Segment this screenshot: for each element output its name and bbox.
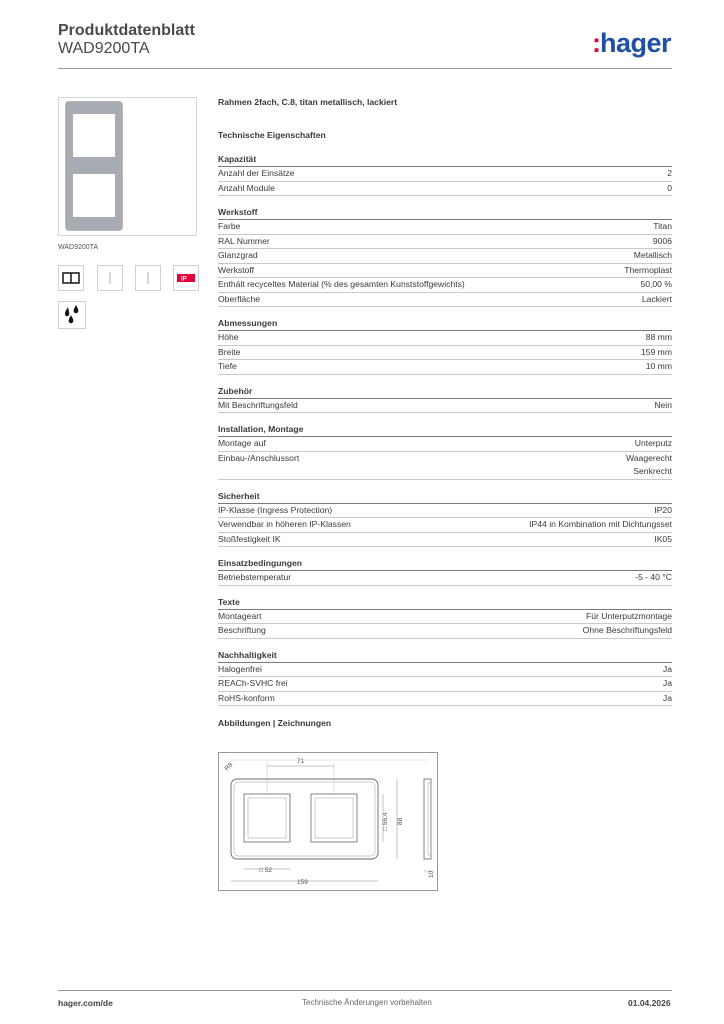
spec-row [218,249,672,264]
spec-label: Einbau-/Anschlussort [218,452,300,463]
spec-value-line: 159 mm [640,346,672,357]
spec-section [218,423,672,480]
spec-label: Glanzgrad [218,250,258,260]
spec-value-line: 0 [667,182,672,193]
header-divider [58,68,672,69]
spec-value [640,278,672,292]
spec-label: Enthält recyceltes Material (% des gesamten Kunststoffgewichts) [218,279,465,289]
footer-disclaimer: Technische Änderungen vorbehalten [302,998,432,1007]
product-image [58,97,197,236]
spec-label: Farbe [218,221,241,231]
spec-label: Stoßfestigkeit IK [218,533,281,544]
spec-value [667,167,672,181]
dim-88-label: 88 [397,817,404,825]
spec-value-line: 88 mm [645,332,672,342]
article-number: WAD9200TA [58,40,150,57]
spec-value-line: Ohne Beschriftungsfeld [582,625,672,635]
section-title: Texte [218,596,672,610]
product-description: Rahmen 2fach, C.8, titan metallisch, lackiert [218,97,398,107]
spec-sections [218,153,672,706]
spec-row [218,220,672,235]
spec-label: Betriebstemperatur [218,572,292,582]
spec-value [634,249,672,263]
dim-10-label: 10 [428,870,435,878]
spec-row [218,692,672,707]
spec-section [218,649,672,707]
spec-value [583,624,672,638]
spec-value-line: Waagerecht [625,452,672,463]
spec-row [218,571,672,586]
water-drops-icon [58,301,86,329]
spec-row [218,663,672,678]
spec-row [218,278,672,293]
spec-row [218,437,672,452]
section-title: Kapazität [218,153,672,167]
spec-row [218,399,672,414]
spec-value-line: -5 - 40 °C [635,572,672,582]
spec-value-line: IP44 in Kombination mit Dichtungsset [529,519,672,529]
product-image-caption: WAD9200TA [58,244,99,251]
section-title: Zubehör [218,385,672,399]
dim-r-label: R8 [223,761,235,773]
spec-value-line: IK05 [654,533,672,544]
logo-dots: : [592,28,599,58]
spec-value [667,182,672,196]
spec-value [663,692,672,706]
spec-value [586,610,672,624]
spec-value [646,331,672,345]
spec-row [218,235,672,250]
spec-label: Mit Beschriftungsfeld [218,399,298,410]
double-frame-icon [58,265,84,291]
vertical-mount-icon [135,265,161,291]
spec-label: Halogenfrei [218,663,262,674]
spec-value-line: 2 [667,168,672,178]
spec-value [635,571,672,585]
dim-52-label: □ 52 [259,867,272,874]
section-title: Werkstoff [218,206,672,220]
footer-divider [58,990,672,991]
spec-label: Montage auf [218,438,266,448]
spec-label: REACh-SVHC frei [218,678,288,688]
spec-value-line: 9006 [652,235,672,246]
spec-label: RAL Nummer [218,235,270,246]
spec-row [218,360,672,375]
spec-value [653,235,672,249]
spec-row [218,533,672,548]
spec-row [218,610,672,625]
spec-value [653,220,672,234]
spec-value [663,663,672,677]
spec-value [646,360,672,374]
dim-56-label: □ 56,4 [382,812,389,831]
spec-label: Montageart [218,610,262,621]
spec-content [218,96,672,739]
ip-rating-icon [173,265,199,291]
spec-row [218,331,672,346]
page-title: Produktdatenblatt [58,22,195,39]
section-title: Installation, Montage [218,423,672,437]
spec-value [654,399,672,413]
spec-row [218,264,672,279]
logo-text: hager [600,28,672,58]
hager-logo [592,28,671,59]
spec-label: Anzahl Module [218,182,275,193]
spec-label: Breite [218,346,241,357]
spec-label: Tiefe [218,361,237,371]
ip-badge-text: IP [181,276,187,283]
spec-row [218,167,672,182]
spec-section [218,596,672,639]
spec-value-line: Unterputz [634,438,672,448]
footer-date: 01.04.2026 [628,998,671,1008]
spec-row [218,293,672,308]
spec-value-line: Lackiert [641,293,672,304]
spec-value-line: Ja [662,692,672,703]
spec-row [218,182,672,197]
spec-section [218,557,672,586]
spec-value-line: 10 mm [645,361,672,371]
spec-row [218,504,672,519]
spec-value [642,293,672,307]
spec-label: Verwendbar in höheren IP-Klassen [218,519,351,529]
spec-value-line: Ja [662,678,672,688]
technical-drawing [218,752,438,891]
spec-value [626,452,672,479]
spec-section [218,317,672,375]
dim-159-label: 159 [297,879,308,886]
spec-label: RoHS-konform [218,692,275,703]
spec-value [529,518,672,532]
spec-value-line: Senkrecht [633,466,672,476]
spec-label: Höhe [218,332,239,342]
spec-value [654,533,672,547]
spec-value [635,437,672,451]
technical-properties-title: Technische Eigenschaften [218,130,326,140]
spec-row [218,624,672,639]
spec-row [218,518,672,533]
spec-value [641,346,672,360]
spec-label: Werkstoff [218,264,254,275]
spec-value-line: Ja [662,663,672,674]
spec-value [624,264,672,278]
spec-section [218,385,672,414]
spec-value-line: 50,00 % [640,279,672,289]
spec-value-line: Metallisch [633,250,672,260]
spec-value-line: Für Unterputzmontage [586,610,672,621]
footer-website[interactable]: hager.com/de [58,998,113,1008]
spec-section [218,206,672,307]
spec-row [218,677,672,692]
spec-row [218,346,672,361]
dim-71-label: 71 [297,758,305,765]
spec-row [218,452,672,480]
spec-label: Oberfläche [218,293,261,304]
section-title: Sicherheit [218,490,672,504]
section-title: Einsatzbedingungen [218,557,672,571]
spec-value-line: Nein [654,399,672,410]
spec-value-line: Thermoplast [624,264,672,275]
section-title: Abmessungen [218,317,672,331]
spec-value-line: Titan [653,221,672,231]
spec-section [218,153,672,196]
vertical-mount-icon [97,265,123,291]
spec-value [663,677,672,691]
drawings-title: Abbildungen | Zeichnungen [218,718,332,728]
frame-illustration [59,98,196,235]
spec-value-line: IP20 [654,504,672,515]
spec-label: Anzahl der Einsätze [218,168,295,178]
section-title: Nachhaltigkeit [218,649,672,663]
spec-value [654,504,672,518]
spec-label: IP-Klasse (Ingress Protection) [218,504,333,515]
spec-section [218,490,672,548]
spec-label: Beschriftung [218,625,266,635]
